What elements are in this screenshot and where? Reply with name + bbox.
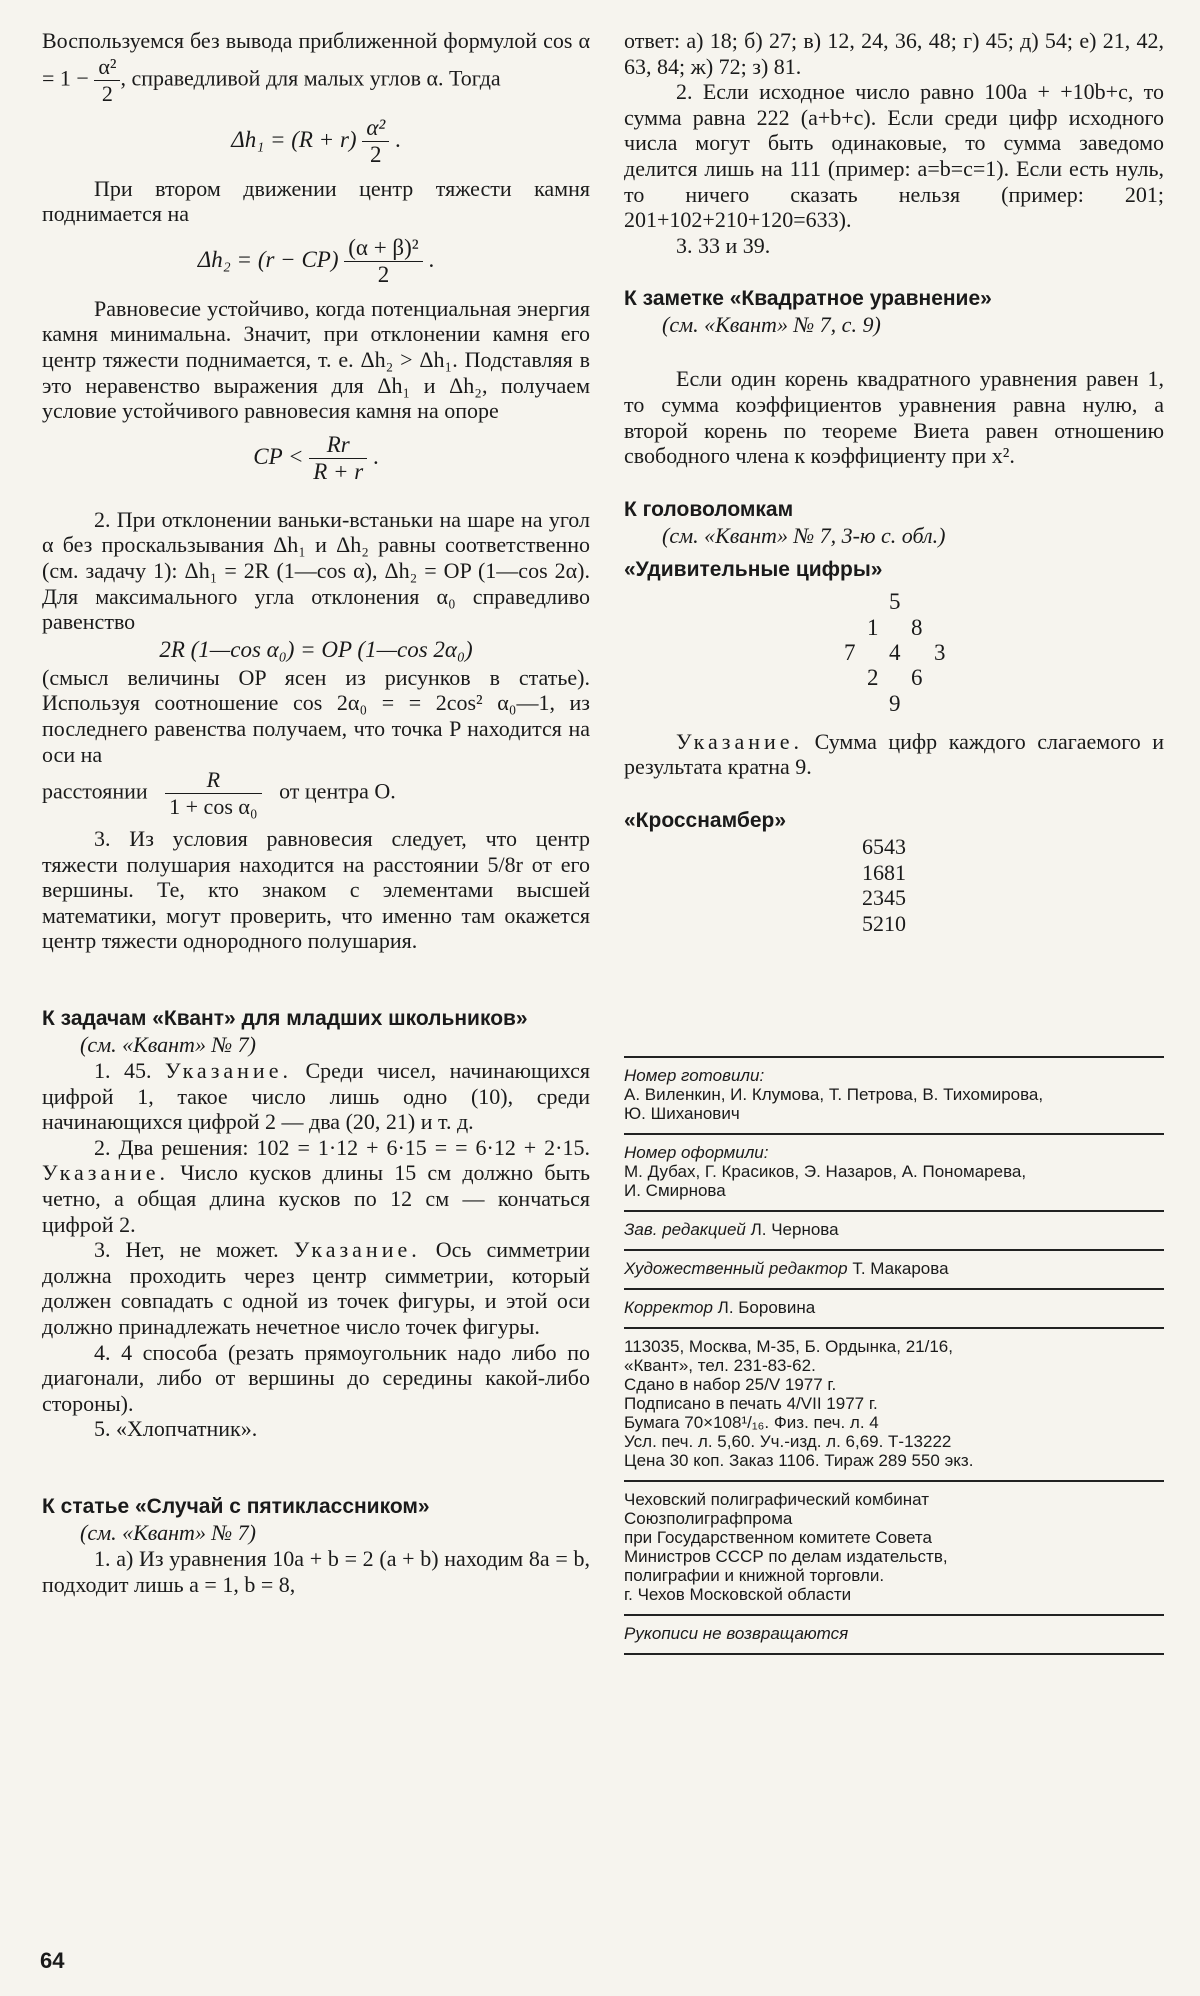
printer-line: полиграфии и книжной торговли.	[624, 1566, 885, 1586]
subheading-puzzles-source: (см. «Квант» № 7, 3-ю с. обл.)	[662, 522, 946, 548]
subheading-quadratic-source: (см. «Квант» № 7, с. 9)	[662, 312, 881, 338]
page-number: 64	[40, 1948, 65, 1973]
printer-line: Министров СССР по делам издательств,	[624, 1547, 948, 1567]
art-editor: Художественный редактор Т. Макарова	[624, 1259, 949, 1279]
printer-line: Союзполиграфпрома	[624, 1509, 793, 1529]
heading-puzzles: К головоломкам	[624, 497, 794, 521]
answer-case-1: 1. а) Из уравнения 10a + b = 2 (a + b) находим 8a = b, подходит лишь a = 1, b = 8,	[42, 1545, 590, 1597]
imprint-line: Бумага 70×108¹/₁₆. Физ. печ. л. 4	[624, 1413, 879, 1433]
paragraph-vanka: 2. При отклонении ваньки-встаньки на шаре на угол α без проскальзывания Δh₁ и Δh₂ равны соответственно (см. задачу 1): Δh₁ = 2R (1—cos α), Δh₂ = OP (1—cos 2α). Для максимального угла отклонения α₀ справедливо равенство	[42, 506, 590, 635]
imprint-line: Усл. печ. л. 5,60. Уч.-изд. л. 6,69. Т-13222	[624, 1432, 952, 1452]
designed-label: Номер оформили:	[624, 1143, 769, 1163]
heading-crossnumber: «Кросснамбер»	[624, 808, 787, 832]
paragraph-distance: расстоянии $\frac{R}{\text{1 + cos α₀}}$ от центра O.	[42, 767, 396, 820]
subheading-junior-source: (см. «Квант» № 7)	[80, 1032, 257, 1058]
manuscripts-note: Рукописи не возвращаются	[624, 1624, 849, 1644]
answer-junior-4: 4. 4 способа (резать прямоугольник надо либо по диагонали, либо от вершины до середины какой-либо стороны).	[42, 1339, 590, 1416]
digit: 4	[889, 639, 901, 665]
printer-line: Чеховский полиграфический комбинат	[624, 1490, 929, 1510]
imprint-line: Цена 30 коп. Заказ 1106. Тираж 289 550 экз.	[624, 1451, 974, 1471]
digit: 6	[911, 664, 923, 690]
paragraph-approx-formula: Воспользуемся без вывода приближенной формулой cos α = 1 − $\frac{\text{α²}}{2}$ , справедливой для малых углов α. Тогда	[42, 28, 590, 106]
answer-junior-2: 2. Два решения: 102 = 1·12 + 6·15 = = 6·12 + 2·15. Указание. Число кусков длины 15 см должно быть четно, а общая длина кусков по 12 см — кончаться цифрой 2.	[42, 1134, 590, 1237]
crossnumber-row: 1681	[862, 859, 906, 885]
digit: 7	[844, 639, 856, 665]
prepared-label: Номер готовили:	[624, 1066, 765, 1086]
paragraph-equilibrium: Равновесие устойчиво, когда потенциальная энергия камня минимальна. Значит, при отклонении камня его центр тяжести поднимается, т. е. Δh₂ > Δh₁. Подставляя в это неравенство выражения для Δh₁ и Δh₂, получаем условие устойчивого равновесия камня на опоре	[42, 295, 590, 424]
crossnumber-grid	[862, 834, 1164, 936]
digits-hint: Указание. Сумма цифр каждого слагаемого и результата кратна 9.	[624, 728, 1164, 780]
formula-alpha0: 2R (1—cos α₀) = OP (1—cos 2α₀)	[159, 636, 473, 662]
printer-line: при Государственном комитете Совета	[624, 1528, 932, 1548]
answer-case-1-continued: ответ: а) 18; б) 27; в) 12, 24, 36, 48; г) 45; д) 54; е) 21, 42, 63, 84; ж) 72; з) 81.	[624, 28, 1164, 79]
heading-amazing-digits: «Удивительные цифры»	[624, 557, 883, 581]
paragraph-second-motion: При втором движении центр тяжести камня поднимается на	[42, 175, 590, 227]
formula-cp: CP < $\frac{Rr}{R + r}$ .	[253, 431, 379, 484]
formula-dh2: Δh₂ = (r − CP) $\frac{\text{(α + β)²}}{2}$ .	[197, 234, 435, 287]
digits-puzzle	[834, 589, 974, 719]
crossnumber-row: 5210	[862, 910, 906, 936]
answer-junior-3: 3. Нет, не может. Указание. Ось симметрии должна проходить через центр симметрии, который должен совпадать с одной из точек фигуры, и этой оси должно принадлежать нечетное число точек фигуры.	[42, 1237, 591, 1339]
formula-dh1: Δh₁ = (R + r) $\frac{\text{α²}}{2}$ .	[231, 114, 401, 167]
subheading-case-source: (см. «Квант» № 7)	[80, 1519, 257, 1545]
digit: 1	[867, 614, 879, 640]
prepared-names: А. Виленкин, И. Клумова, Т. Петрова, В. Тихомирова, Ю. Шиханович	[624, 1085, 1044, 1124]
imprint-line: 113035, Москва, М-35, Б. Ордынка, 21/16,	[624, 1337, 953, 1357]
digit: 2	[867, 664, 879, 690]
credits-block	[624, 1056, 1164, 1655]
right-column	[624, 28, 1164, 1655]
paragraph-quadratic: Если один корень квадратного уравнения равен 1, то сумма коэффициентов уравнения равна нулю, а второй корень по теореме Виета равен отношению свободного члена к коэффициенту при x².	[624, 366, 1164, 469]
imprint-line: Сдано в набор 25/V 1977 г.	[624, 1375, 837, 1395]
fraction: $\frac{\text{α²}}{2}$	[94, 54, 120, 107]
heading-junior-problems: К задачам «Квант» для младших школьников»	[42, 1007, 528, 1031]
printer-line: г. Чехов Московской области	[624, 1585, 852, 1605]
answer-junior-1: 1. 45. Указание. Среди чисел, начинающихся цифрой 1, такое число лишь одно (10), среди начинающихся цифрой 2 — два (20, 21) и т. д.	[42, 1058, 591, 1135]
digit: 3	[934, 639, 946, 665]
digit: 8	[911, 614, 923, 640]
designed-names: М. Дубах, Г. Красиков, Э. Назаров, А. Пономарева, И. Смирнова	[624, 1162, 1027, 1201]
answer-junior-5: 5. «Хлопчатник».	[94, 1416, 258, 1442]
left-column	[42, 28, 590, 1597]
proofreader: Корректор Л. Боровина	[624, 1298, 816, 1318]
imprint-line: Подписано в печать 4/VII 1977 г.	[624, 1394, 878, 1414]
heading-case-article: К статье «Случай с пятиклассником»	[42, 1494, 430, 1518]
paragraph-op: (смысл величины OP ясен из рисунков в статье). Используя соотношение cos 2α₀ = = 2cos² α₀—1, из последнего равенства получаем, что точка P находится на оси на	[42, 664, 590, 767]
crossnumber-row: 6543	[862, 833, 906, 859]
answer-case-2: 2. Если исходное число равно 100a + +10b+c, то сумма равна 222 (a+b+c). Если среди цифр исходного числа могут быть одинаковые, то сумма заведомо делится лишь на 111 (пример: a=b=c=1). Если есть нуль, то ничего сказать нельзя (пример: 201; 201+102+210+120=633).	[624, 79, 1164, 233]
heading-quadratic: К заметке «Квадратное уравнение»	[624, 287, 992, 311]
crossnumber-row: 2345	[862, 885, 906, 911]
imprint-line: «Квант», тел. 231-83-62.	[624, 1356, 816, 1376]
answer-case-3: 3. 33 и 39.	[676, 232, 771, 258]
digit: 5	[889, 588, 901, 614]
paragraph-hemisphere: 3. Из условия равновесия следует, что центр тяжести полушария находится на расстоянии 5/8r от его вершины. Те, кто знаком с элементами высшей математики, могут проверить, что именно там окажется центр тяжести однородного полушария.	[42, 826, 590, 954]
digit: 9	[889, 690, 901, 716]
head-of-office: Зав. редакцией Л. Чернова	[624, 1220, 839, 1240]
